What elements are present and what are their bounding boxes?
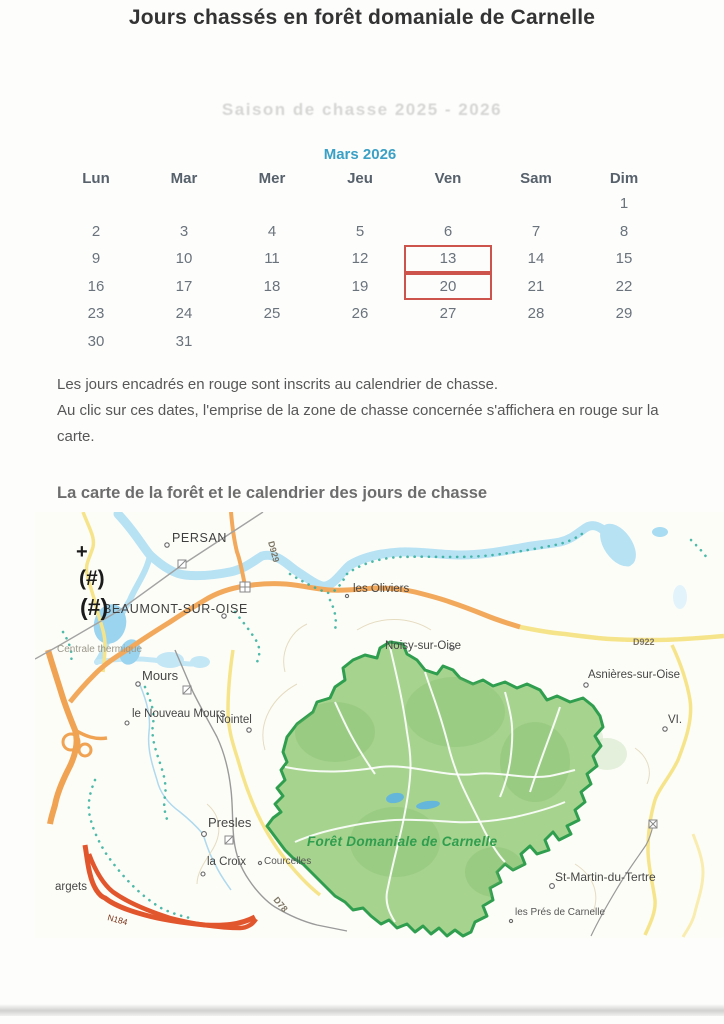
calendar-day-empty xyxy=(404,190,492,218)
map-label-foret-domaniale: Forêt Domaniale de Carnelle xyxy=(307,834,498,849)
calendar-day: 25 xyxy=(263,305,281,323)
calendar-day: 26 xyxy=(351,305,369,323)
map-label-beaumont: BEAUMONT-SUR-OISE xyxy=(103,602,248,616)
calendar-day: 31 xyxy=(175,332,193,350)
calendar-day: 16 xyxy=(87,277,105,295)
calendar-day: 9 xyxy=(91,250,101,268)
calendar-day: 3 xyxy=(179,222,189,240)
calendar-day-empty xyxy=(316,190,404,218)
legend-note xyxy=(57,372,687,450)
calendar-day-empty xyxy=(492,190,580,218)
calendar-day-empty xyxy=(580,328,668,356)
map-control-placeholder-1[interactable]: (#) xyxy=(79,567,105,590)
calendar-hunt-day[interactable]: 20 xyxy=(404,273,492,301)
map-label-noisy-sur-oise: Noisy-sur-Oise xyxy=(385,640,462,652)
calendar-day-header: Ven xyxy=(434,169,462,187)
calendar-day: 28 xyxy=(527,305,545,323)
map-label-les-oliviers: les Oliviers xyxy=(353,583,410,595)
map-label-persan: PERSAN xyxy=(172,531,228,545)
calendar-day: 17 xyxy=(175,277,193,295)
map-section-heading: La carte de la forêt et le calendrier des jours de chasse xyxy=(57,484,488,502)
hospital-icon xyxy=(240,582,250,592)
calendar-day-header: Dim xyxy=(609,169,639,187)
calendar-day: 4 xyxy=(267,222,277,240)
forest-map[interactable] xyxy=(35,512,724,938)
calendar-day-empty xyxy=(404,328,492,356)
map-label-st-martin-du-tertre: St-Martin-du-Tertre xyxy=(555,870,656,884)
calendar-day-header: Mar xyxy=(170,169,198,187)
rail-station-icon xyxy=(178,560,186,568)
map-label-d922: D922 xyxy=(633,637,655,647)
calendar-day-header: Lun xyxy=(82,169,110,187)
calendar-day: 12 xyxy=(351,250,369,268)
calendar-day: 8 xyxy=(619,222,629,240)
map-label-centrale-thermique: Centrale thermique xyxy=(57,644,143,655)
legend-note-line1: Les jours encadrés en rouge sont inscrits au calendrier de chasse. xyxy=(57,376,499,393)
map-label-argets: argets xyxy=(55,881,87,893)
legend-note-line2: Au clic sur ces dates, l'emprise de la zone de chasse concernée s'affichera en rouge sur la carte. xyxy=(57,402,659,445)
calendar-day: 2 xyxy=(91,222,101,240)
calendar-day: 18 xyxy=(263,277,281,295)
map-canvas xyxy=(35,512,724,938)
map-label-courcelles: Courcelles xyxy=(264,856,312,867)
calendar-day: 22 xyxy=(615,277,633,295)
calendar-grid xyxy=(52,166,668,355)
calendar-day-empty xyxy=(316,328,404,356)
calendar-day-empty xyxy=(492,328,580,356)
calendar-day-empty xyxy=(228,190,316,218)
calendar-day-empty xyxy=(52,190,140,218)
map-label-asnieres-sur-oise: Asnières-sur-Oise xyxy=(588,669,681,681)
calendar-month-label: Mars 2026 xyxy=(323,146,397,163)
calendar-day: 5 xyxy=(355,222,365,240)
calendar-hunt-day[interactable]: 13 xyxy=(404,245,492,273)
calendar-day-header: Sam xyxy=(520,169,552,187)
calendar-day: 1 xyxy=(619,195,629,213)
map-label-d78: D78 xyxy=(271,894,290,914)
calendar-day: 6 xyxy=(443,222,453,240)
map-label-la-croix: la Croix xyxy=(207,856,246,868)
rail-station-icon xyxy=(225,836,233,844)
calendar-day-header: Jeu xyxy=(347,169,373,187)
calendar-day: 19 xyxy=(351,277,369,295)
season-watermark: Saison de chasse 2025 - 2026 xyxy=(221,100,503,119)
calendar-day: 30 xyxy=(87,332,105,350)
page-title: Jours chassés en forêt domaniale de Carnelle xyxy=(128,6,596,29)
calendar-day-empty xyxy=(228,328,316,356)
map-label-viarmes-truncated: VI. xyxy=(668,714,683,726)
map-label-n184: N184 xyxy=(106,912,129,928)
calendar-day: 15 xyxy=(615,250,633,268)
map-control-placeholder-2[interactable]: (#) xyxy=(80,594,109,620)
calendar-day: 21 xyxy=(527,277,545,295)
map-label-nointel: Nointel xyxy=(216,714,252,726)
calendar-day: 24 xyxy=(175,305,193,323)
map-label-les-pres-de-carnelle: les Prés de Carnelle xyxy=(515,907,606,918)
scan-bottom-shadow xyxy=(0,1004,724,1016)
calendar-day-empty xyxy=(140,190,228,218)
map-zoom-in-button[interactable]: + xyxy=(76,541,88,563)
rail-station-icon xyxy=(183,686,191,694)
calendar-day: 27 xyxy=(439,305,457,323)
calendar-day-header: Mer xyxy=(258,169,286,187)
crossed-square-icon xyxy=(649,820,657,828)
calendar-day: 10 xyxy=(175,250,193,268)
map-label-mours: Mours xyxy=(142,668,179,683)
map-label-d929: D929 xyxy=(266,539,282,564)
calendar-day: 11 xyxy=(264,250,280,268)
map-label-presles: Presles xyxy=(208,815,252,830)
map-label-le-nouveau-mours: le Nouveau Mours xyxy=(132,708,226,720)
calendar-day: 7 xyxy=(531,222,541,240)
calendar-day: 29 xyxy=(615,305,633,323)
calendar-day: 14 xyxy=(527,250,545,268)
calendar-day: 23 xyxy=(87,305,105,323)
